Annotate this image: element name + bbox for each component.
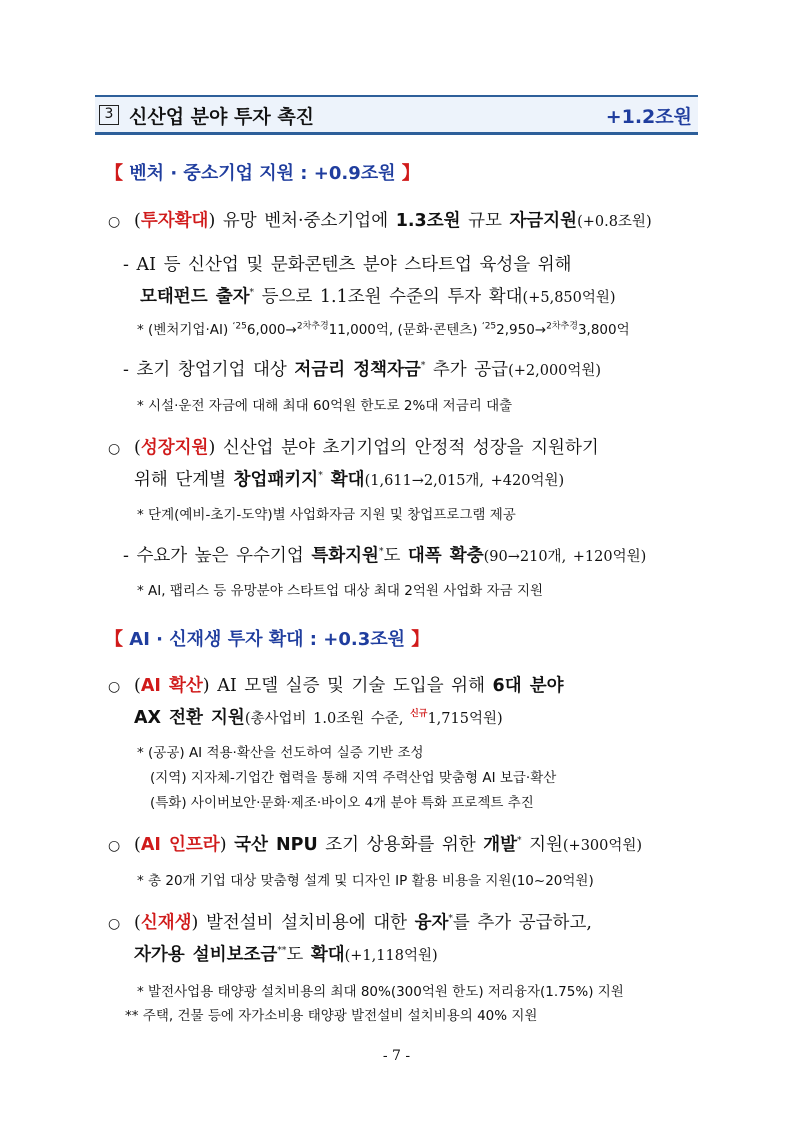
bullet-ai-infrastructure: ○ (AI 인프라) 국산 NPU 조기 상용화를 위한 개발* 지원(+300억원) [108, 835, 643, 855]
detail-line: 자가용 설비보조금**도 확대(+1,118억원) [134, 945, 438, 965]
page-number: - 7 - [382, 1048, 411, 1064]
circle-bullet-icon: ○ [108, 441, 121, 457]
footnote: * 총 20개 기업 대상 맞춤형 설계 및 디자인 IP 활용 비용을 지원(10~20억원) [137, 873, 594, 889]
bullet-ai-diffusion: ○ (AI 확산) AI 모델 실증 및 기술 도입을 위해 6대 분야 [108, 676, 564, 696]
footnote: ** 주택, 건물 등에 자가소비용 태양광 발전설비 설치비용의 40% 지원 [125, 1008, 538, 1024]
bullet-investment-expansion: ○ (투자확대) 유망 벤처·중소기업에 1.3조원 규모 자금지원(+0.8조원) [108, 211, 652, 231]
detail-line: - 초기 창업기업 대상 저금리 정책자금* 추가 공급(+2,000억원) [123, 360, 602, 380]
section-title: 신산업 분야 투자 촉진 [129, 106, 315, 128]
detail-line: - 수요가 높은 우수기업 특화지원*도 대폭 확충(90→210개, +120억원) [123, 546, 647, 566]
circle-bullet-icon: ○ [108, 214, 121, 230]
footnote: (지역) 지자체-기업간 협력을 통해 지역 주력산업 맞춤형 AI 보급·확산 [150, 770, 557, 786]
circle-bullet-icon: ○ [108, 838, 121, 854]
circle-bullet-icon: ○ [108, 679, 121, 695]
footnote: (특화) 사이버보안·문화·제조·바이오 4개 분야 특화 프로젝트 추진 [150, 795, 534, 811]
footnote: * 단계(예비-초기-도약)별 사업화자금 지원 및 창업프로그램 제공 [137, 507, 516, 523]
footnote: * (공공) AI 적용·확산을 선도하여 실증 기반 조성 [137, 745, 424, 761]
subsection-heading-venture: 【 벤처 · 중소기업 지원 : +0.9조원 】 [105, 163, 420, 184]
bullet-growth-support: ○ (성장지원) 신산업 분야 초기기업의 안정적 성장을 지원하기 [108, 438, 599, 458]
footnote: * 시설·운전 자금에 대해 최대 60억원 한도로 2%대 저금리 대출 [137, 398, 513, 414]
footnote: * 발전사업용 태양광 설치비용의 최대 80%(300억원 한도) 저리융자(1.75%) 지원 [137, 984, 624, 1000]
subsection-heading-ai-renewable: 【 AI · 신재생 투자 확대 : +0.3조원 】 [105, 629, 430, 650]
bullet-renewable: ○ (신재생) 발전설비 설치비용에 대한 융자*를 추가 공급하고, [108, 913, 592, 933]
detail-line: 위해 단계별 창업패키지* 확대(1,611→2,015개, +420억원) [134, 470, 565, 490]
detail-line: - AI 등 신산업 및 문화콘텐츠 분야 스타트업 육성을 위해 [123, 255, 572, 275]
section-amount: +1.2조원 [605, 106, 692, 128]
footnote: * AI, 팹리스 등 유망분야 스타트업 대상 최대 2억원 사업화 자금 지원 [137, 583, 544, 599]
detail-line: AX 전환 지원(총사업비 1.0조원 수준, $^{신규}$1,715억원) [134, 708, 503, 728]
footnote: * (벤처기업·AI) $^{‘25}$6,000→$^{2차추경}$11,000억, (문화·콘텐츠) $^{‘25}$2,950→$^{2차추경}$3,800억 [137, 321, 630, 338]
section-number: 3 [99, 105, 119, 125]
detail-line: 모태펀드 출자* 등으로 1.1조원 수준의 투자 확대(+5,850억원) [140, 287, 616, 307]
section-header [95, 95, 698, 135]
circle-bullet-icon: ○ [108, 916, 121, 932]
